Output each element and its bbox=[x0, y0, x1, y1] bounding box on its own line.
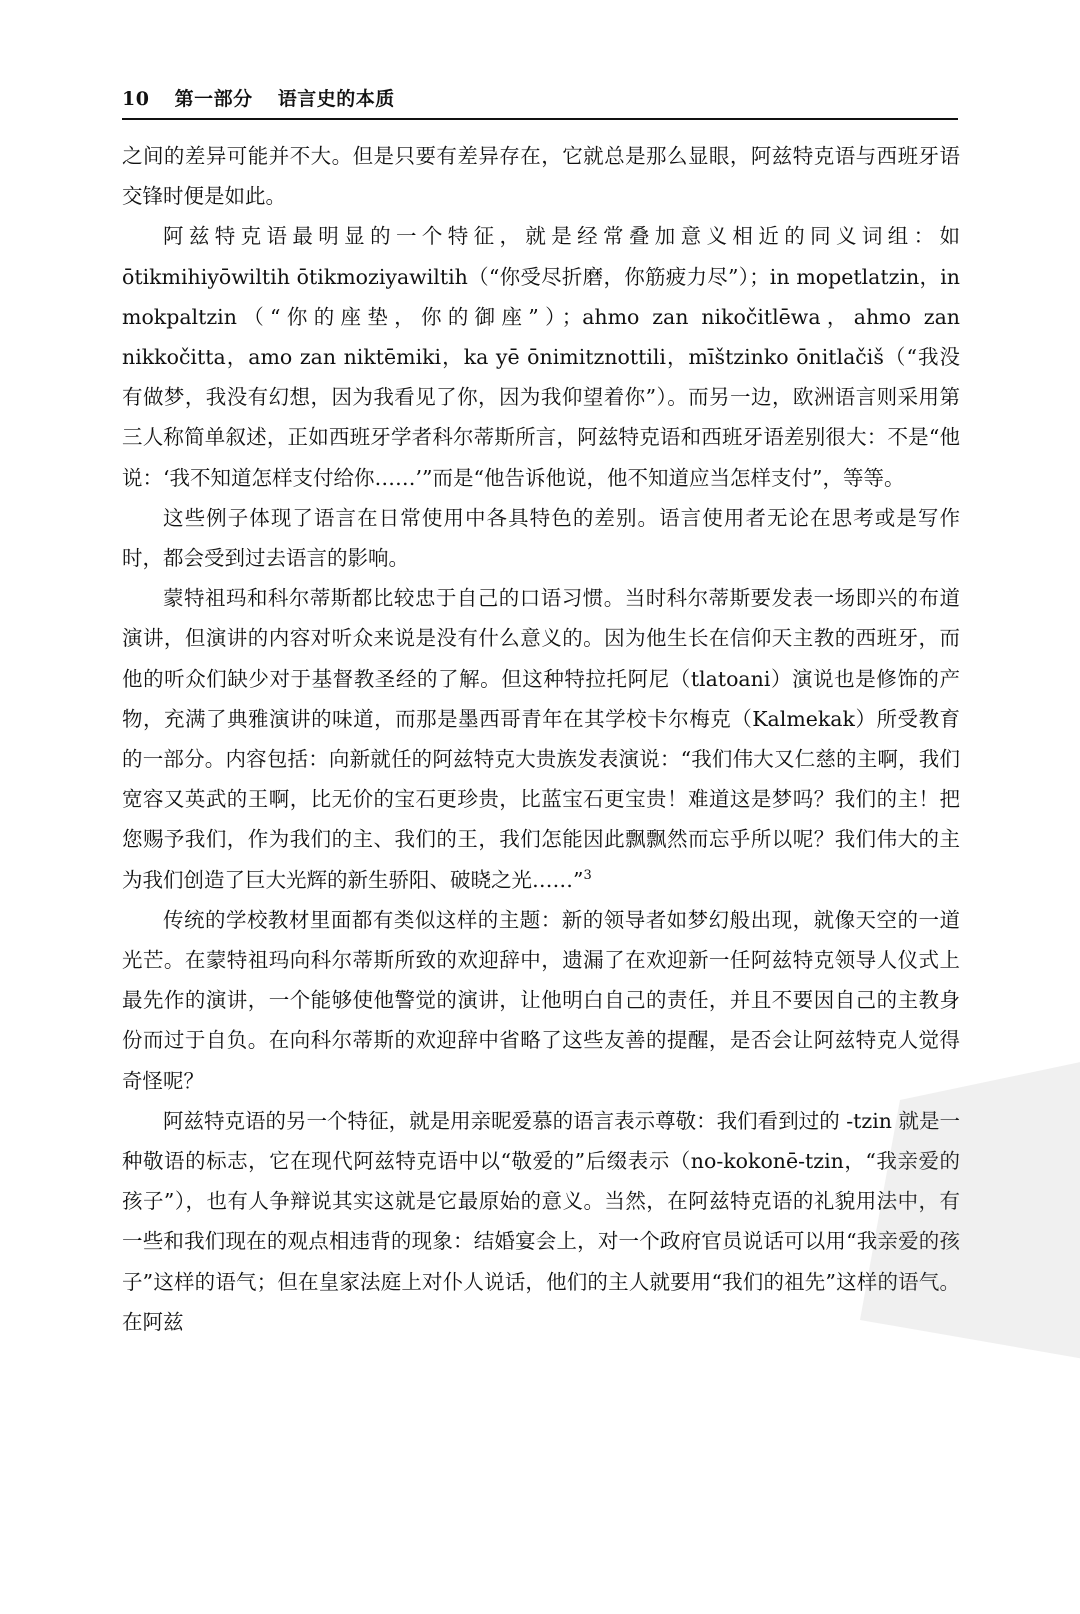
header-rule bbox=[122, 118, 958, 120]
footnote-ref: 3 bbox=[583, 867, 592, 883]
paragraph: 这些例子体现了语言在日常使用中各具特色的差别。语言使用者无论在思考或是写作时，都会受到过去语言的影响。 bbox=[122, 505, 960, 571]
paragraph: 阿兹特克语最明显的一个特征，就是经常叠加意义相近的同义词组：如 ōtikmihiyōwiltih ōtikmoziyawiltih（“你受尽折磨，你筋疲力尽”）；in mopetlatzin，in mokpaltzin（“你的座垫，你的御座”）；ahmo zan nikočitlēwa，ahmo zan nikkočitta，amo zan niktēmiki，ka yē ōnimitznottili，mīštzinko ōnitlačiš（“我没有做梦，我没有幻想，因为我看见了你，因为我仰望着你”）。而另一边，欧洲语言则采用第三人称简单叙述，正如西班牙学者科尔蒂斯所言，阿兹特克语和西班牙语差别很大：不是“他说：‘我不知道怎样支付给你……’”而是“他告诉他说，他不知道应当怎样支付”，等等。 bbox=[122, 224, 960, 490]
paragraph: 传统的学校教材里面都有类似这样的主题：新的领导者如梦幻般出现，就像天空的一道光芒。在蒙特祖玛向科尔蒂斯所致的欢迎辞中，遗漏了在欢迎新一任阿兹特克领导人仪式上最先作的演讲，一个能够使他警觉的演讲，让他明白自己的责任，并且不要因自己的主教身份而过于自负。在向科尔蒂斯的欢迎辞中省略了这些友善的提醒，是否会让阿兹特克人觉得奇怪呢？ bbox=[122, 907, 960, 1093]
running-header bbox=[122, 84, 395, 111]
chapter-title: 语言史的本质 bbox=[277, 88, 395, 110]
page-number: 10 bbox=[122, 88, 150, 110]
body-text bbox=[122, 136, 960, 1342]
paragraph: 阿兹特克语的另一个特征，就是用亲昵爱慕的语言表示尊敬：我们看到过的 -tzin 就是一种敬语的标志，它在现代阿兹特克语中以“敬爱的”后缀表示（no-kokonē-tzin，“我亲爱的孩子”），也有人争辩说其实这就是它最原始的意义。当然，在阿兹特克语的礼貌用法中，有一些和我们现在的观点相违背的现象：结婚宴会上，对一个政府官员说话可以用“我亲爱的孩子”这样的语气；但在皇家法庭上对仆人说话，他们的主人就要用“我们的祖先”这样的语气。在阿兹 bbox=[122, 1108, 960, 1334]
paragraph bbox=[122, 578, 960, 900]
part-label: 第一部分 bbox=[174, 88, 253, 110]
paragraph: 之间的差异可能并不大。但是只要有差异存在，它就总是那么显眼，阿兹特克语与西班牙语交锋时便是如此。 bbox=[122, 144, 960, 209]
paragraph-text: 蒙特祖玛和科尔蒂斯都比较忠于自己的口语习惯。当时科尔蒂斯要发表一场即兴的布道演讲，但演讲的内容对听众来说是没有什么意义的。因为他生长在信仰天主教的西班牙，而他的听众们缺少对于基督教圣经的了解。但这种特拉托阿尼（tlatoani）演说也是修饰的产物，充满了典雅演讲的味道，而那是墨西哥青年在其学校卡尔梅克（Kalmekak）所受教育的一部分。内容包括：向新就任的阿兹特克大贵族发表演说：“我们伟大又仁慈的主啊，我们宽容又英武的王啊，比无价的宝石更珍贵，比蓝宝石更宝贵！难道这是梦吗？我们的主！把您赐予我们，作为我们的主、我们的王，我们怎能因此飘飘然而忘乎所以呢？我们伟大的主为我们创造了巨大光辉的新生骄阳、破晓之光……” bbox=[122, 586, 960, 892]
